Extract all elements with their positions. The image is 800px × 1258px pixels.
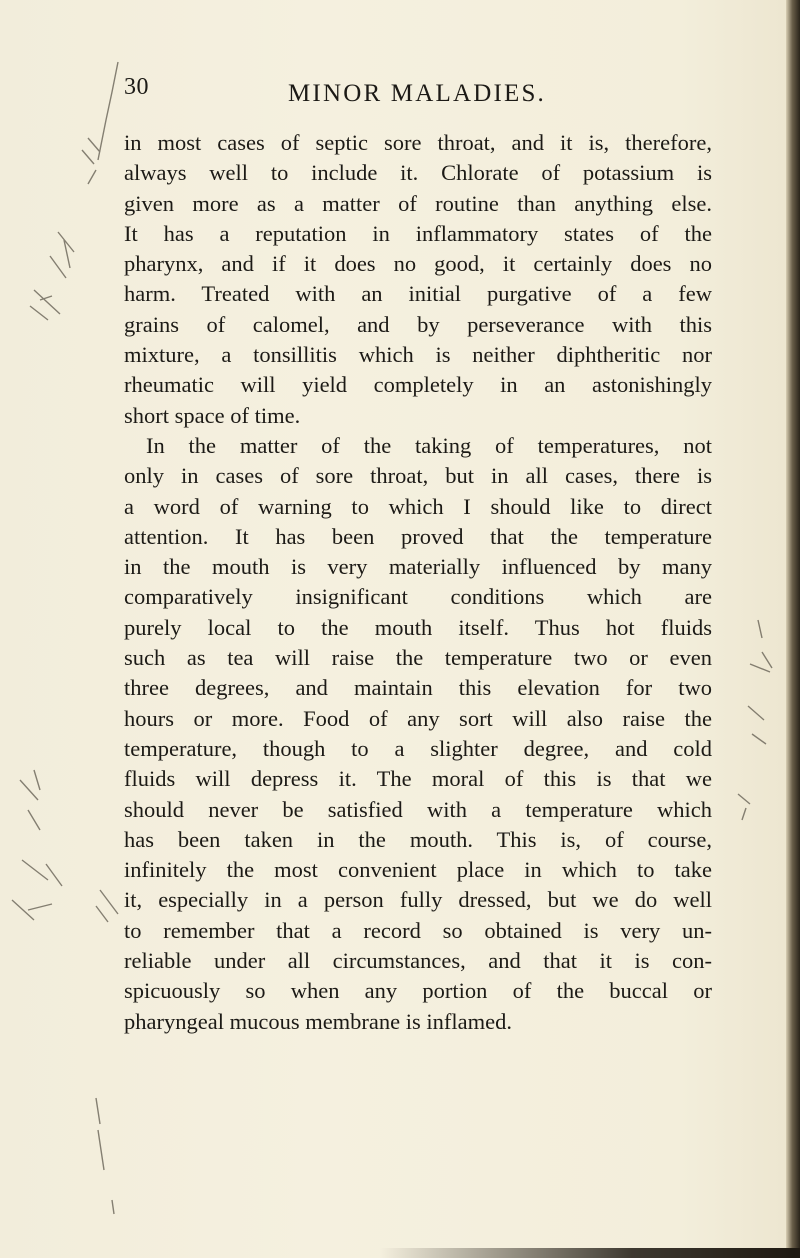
text-line: pharynx, and if it does no good, it certainly does no xyxy=(124,251,712,277)
text-line: only in cases of sore throat, but in all cases, there is xyxy=(124,463,712,489)
text-line: comparatively insignificant conditions which are xyxy=(124,584,712,610)
page-edge-shadow xyxy=(786,0,800,1258)
text-line: three degrees, and maintain this elevation for two xyxy=(124,675,712,701)
text-line: pharyngeal mucous membrane is inflamed. xyxy=(124,1008,513,1034)
page-bottom-shadow xyxy=(380,1248,800,1258)
text-line: temperature, though to a slighter degree, and cold xyxy=(124,735,712,761)
text-line: harm. Treated with an initial purgative of a few xyxy=(124,281,712,307)
body-text xyxy=(124,128,712,1037)
text-line: infinitely the most convenient place in which to take xyxy=(124,857,712,883)
page-number: 30 xyxy=(124,74,149,100)
text-line: short space of time. xyxy=(124,402,301,428)
text-line: It has a reputation in inflammatory states of the xyxy=(124,220,712,246)
text-line: fluids will depress it. The moral of this is that we xyxy=(124,766,712,792)
text-line: grains of calomel, and by perseverance with this xyxy=(124,311,712,337)
text-line: it, especially in a person fully dressed, but we do well xyxy=(124,887,712,913)
text-line: has been taken in the mouth. This is, of course, xyxy=(124,826,712,852)
text-line: in most cases of septic sore throat, and it is, therefore, xyxy=(124,130,712,155)
page-header xyxy=(118,74,718,114)
text-line: in the mouth is very materially influenced by many xyxy=(124,554,712,580)
text-line: hours or more. Food of any sort will also raise the xyxy=(124,705,712,731)
text-line: always well to include it. Chlorate of potassium is xyxy=(124,160,712,186)
text-line: given more as a matter of routine than anything else. xyxy=(124,190,712,216)
text-line: In the matter of the taking of temperatures, not xyxy=(146,432,712,458)
text-line: mixture, a tonsillitis which is neither diphtheritic nor xyxy=(124,342,712,368)
text-line: purely local to the mouth itself. Thus hot fluids xyxy=(124,614,712,640)
text-line: spicuously so when any portion of the buccal or xyxy=(124,978,712,1004)
text-line: should never be satisfied with a temperature which xyxy=(124,796,712,822)
text-line: to remember that a record so obtained is very un- xyxy=(124,917,712,943)
text-line: reliable under all circumstances, and that it is con- xyxy=(124,948,712,974)
paragraph xyxy=(124,128,712,431)
text-line: such as tea will raise the temperature two or even xyxy=(124,645,712,671)
running-head: MINOR MALADIES. xyxy=(288,80,546,107)
text-line: a word of warning to which I should like to direct xyxy=(124,493,712,519)
text-line: rheumatic will yield completely in an astonishingly xyxy=(124,372,712,398)
text-line: attention. It has been proved that the temperature xyxy=(124,523,712,549)
paragraph xyxy=(124,431,712,1037)
